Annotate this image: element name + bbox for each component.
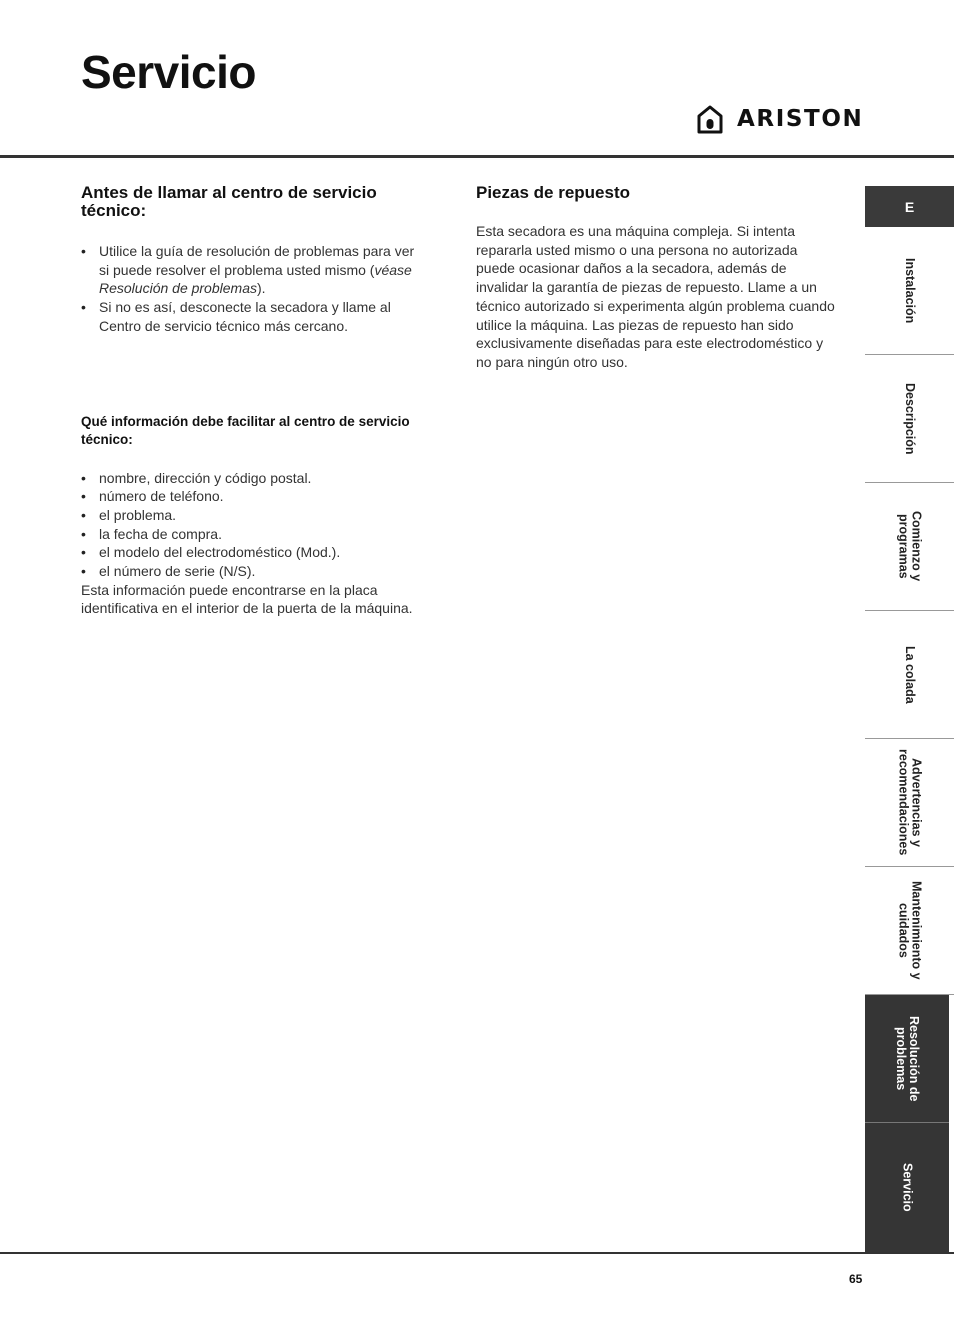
list-item: • nombre, dirección y código postal. bbox=[81, 469, 426, 488]
tab-instalacion[interactable]: Instalación bbox=[865, 227, 954, 355]
page-title: Servicio bbox=[81, 46, 256, 98]
tab-advertencias[interactable]: Advertencias y recomendaciones bbox=[865, 739, 954, 867]
list-item: • el modelo del electrodoméstico (Mod.). bbox=[81, 543, 426, 562]
footer-divider bbox=[0, 1252, 954, 1254]
tab-descripcion[interactable]: Descripción bbox=[865, 355, 954, 483]
section-tabs bbox=[865, 186, 954, 1252]
list-item: • número de teléfono. bbox=[81, 487, 426, 506]
left-column bbox=[81, 184, 426, 618]
list-item: • la fecha de compra. bbox=[81, 525, 426, 544]
troubleshooting-reference: véase Resolución de problemas bbox=[99, 261, 412, 297]
tab-comienzo-y-programas[interactable]: Comienzo y programas bbox=[865, 483, 954, 611]
tab-la-colada[interactable]: La colada bbox=[865, 611, 954, 739]
tab-servicio[interactable]: Servicio bbox=[865, 1123, 949, 1252]
list-item: • el problema. bbox=[81, 506, 426, 525]
tab-resolucion-de-problemas[interactable]: Resolución de problemas bbox=[865, 995, 949, 1123]
info-note: Esta información puede encontrarse en la placa identificativa en el interior de la puerta de la máquina. bbox=[81, 581, 413, 617]
spare-parts-heading: Piezas de repuesto bbox=[476, 183, 631, 202]
page-number: 65 bbox=[849, 1272, 863, 1286]
right-column bbox=[476, 184, 838, 372]
spare-parts-paragraph: Esta secadora es una máquina compleja. Si intenta repararla usted mismo o una persona no autorizada puede ocasionar daños a la secadora, además de invalidar la garantía de piezas de repuesto. Llame a un técnico autorizado si experimenta algún problema cuando utilice la máquina. Las piezas de repuesto han sido exclusivamente diseñadas para este electrodoméstico y no para ningún otro uso. bbox=[476, 223, 835, 370]
house-logo-icon bbox=[697, 105, 723, 134]
brand-name: ARISTON bbox=[737, 106, 864, 132]
list-item: • Si no es así, desconecte la secadora y llame al Centro de servicio técnico más cercano. bbox=[81, 298, 426, 335]
before-calling-heading: Antes de llamar al centro de servicio técnico: bbox=[81, 183, 377, 220]
brand-logo bbox=[697, 104, 863, 134]
list-item: • Utilice la guía de resolución de problemas para ver si puede resolver el problema usted mismo (véase Resolución de problemas). bbox=[81, 242, 426, 298]
tab-mantenimiento[interactable]: Mantenimiento y cuidados bbox=[865, 867, 954, 995]
before-calling-list bbox=[81, 242, 426, 336]
list-item: • el número de serie (N/S). bbox=[81, 562, 426, 581]
header-divider bbox=[0, 155, 954, 158]
info-heading: Qué información debe facilitar al centro de servicio técnico: bbox=[81, 413, 410, 447]
language-tab[interactable]: E bbox=[865, 186, 954, 227]
info-list bbox=[81, 469, 426, 581]
